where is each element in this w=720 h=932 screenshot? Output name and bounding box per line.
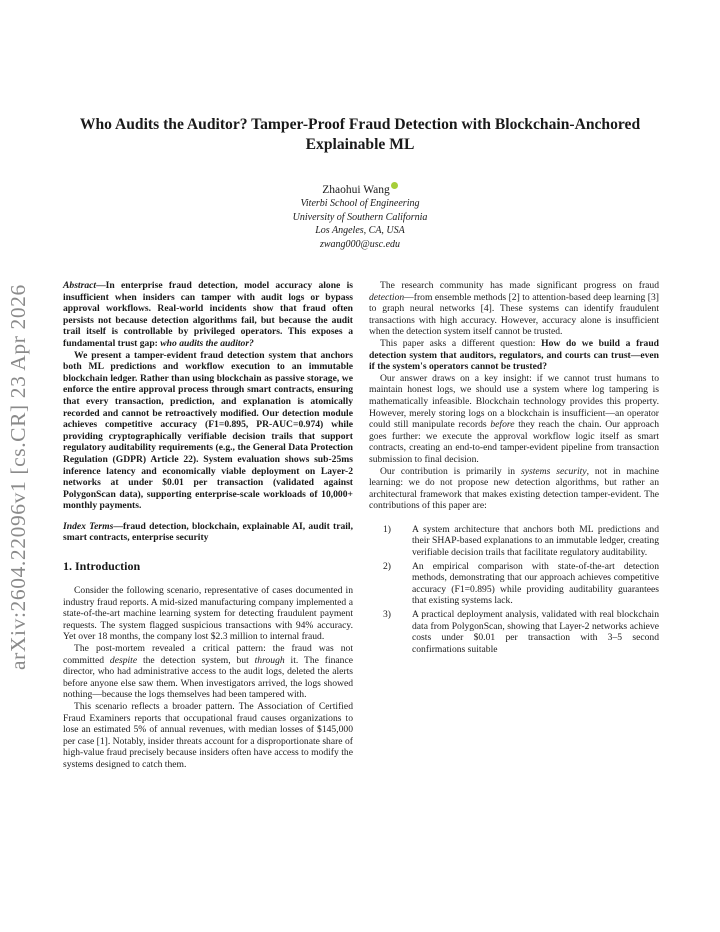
section-heading-introduction: 1. Introduction <box>63 559 141 574</box>
intro-paragraph-1: Consider the following scenario, representative of cases documented in industry fraud reports. A mid-sized manufacturing company implemented a state-of-the-art machine learning system for detecting fraudulent payment requests. The system flagged suspicious transactions with 94% accuracy. Yet over 18 months, the company lost $2.3 million to internal fraud. <box>63 585 353 643</box>
intro-paragraph-2: The post-mortem revealed a critical pattern: the fraud was not committed despite the detection system, but through it. The finance director, who had administrative access to the audit logs, deleted the alerts before anyone else saw them. When investigators arrived, the logs showed nothing—because the logs themselves had been tampered with. <box>63 643 353 701</box>
index-terms-label: Index Terms <box>63 520 114 532</box>
intro-paragraph-7: Our contribution is primarily in systems security, not in machine learning: we do not propose new detection algorithms, but rather an architectural framework that makes existing detection tamper-evident. The contributions of this paper are: <box>369 465 659 512</box>
left-column <box>63 280 353 771</box>
research-question: How do we build a fraud detection system that auditors, regulators, and courts can trust—even if the system's operators cannot be trusted? <box>369 337 660 373</box>
contributions-list <box>369 524 659 656</box>
author-affiliation-1: Viterbi School of Engineering <box>300 198 420 209</box>
abstract-paragraph-1: Abstract—In enterprise fraud detection, model accuracy alone is insufficient when insiders can tamper with audit logs or bypass approval workflows. Real-world incidents show that fraud often persists not because detection algorithms fail, but because the audit trail itself is controllable by privileged operators. This exposes a fundamental trust gap: who audits the auditor? <box>63 280 353 349</box>
intro-paragraph-3: This scenario reflects a broader pattern. The Association of Certified Fraud Examiners reports that occupational fraud causes organizations to lose an estimated 5% of annual revenues, with median losses of $145,000 per case [1]. Notably, insider threats account for a disproportionate share of high-value fraud precisely because insiders often have access to modify the systems designed to catch them. <box>63 701 353 770</box>
paper-title: Who Audits the Auditor? Tamper-Proof Fraud Detection with Blockchain-Anchored Explainable ML <box>79 116 641 153</box>
right-column <box>369 280 659 657</box>
list-item: 3) A practical deployment analysis, validated with real blockchain data from PolygonScan, showing that Layer-2 networks achieve costs under $0.01 per transaction with 3–5 second confirmations suitable <box>383 609 659 655</box>
abstract-label: Abstract <box>63 280 97 291</box>
author-email[interactable]: zwang000@usc.edu <box>319 238 401 250</box>
intro-paragraph-4: The research community has made significant progress on fraud detection—from ensemble methods [2] to attention-based deep learning [3] to graph neural networks [4]. These systems can identify fraudulent transactions with high accuracy. However, accuracy alone is insufficient when the detection system itself cannot be trusted. <box>369 280 659 338</box>
author-affiliation-2: University of Southern California <box>292 211 428 223</box>
author-name: Zhaohui Wang <box>322 184 390 196</box>
orcid-icon[interactable] <box>391 182 398 189</box>
arxiv-identifier: arXiv:2604.22096v1 [cs.CR] 23 Apr 2026 <box>6 284 30 670</box>
list-item: 2) An empirical comparison with state-of-the-art detection methods, demonstrating that our approach achieves competitive accuracy (F1=0.895) while providing auditability guarantees that existing systems lack. <box>383 560 659 607</box>
intro-paragraph-6: Our answer draws on a key insight: if we cannot trust humans to maintain honest logs, we should use a system where log tampering is mathematically infeasible. Blockchain technology provides this property. However, merely storing logs on a blockchain is insufficient—an operator could still manipulate records before they reach the chain. Our approach goes further: we execute the approval workflow logic itself as smart contracts, creating an end-to-end tamper-evident pipeline from transaction submission to final decision. <box>369 372 659 465</box>
list-item: 1) A system architecture that anchors both ML predictions and their SHAP-based explanations to an immutable ledger, creating verifiable decision trails that facilitate regulatory auditability. <box>383 523 659 559</box>
author-location: Los Angeles, CA, USA <box>315 225 405 236</box>
abstract-question: who audits the auditor? <box>160 337 254 349</box>
index-terms: Index Terms—fraud detection, blockchain, explainable AI, audit trail, smart contracts, enterprise security <box>63 520 353 544</box>
intro-paragraph-5: This paper asks a different question: How do we build a fraud detection system that auditors, regulators, and courts can trust—even if the system's operators cannot be trusted? <box>369 337 660 373</box>
author-block <box>160 182 560 251</box>
abstract-paragraph-2: We present a tamper-evident fraud detection system that anchors both ML predictions and workflow execution to an immutable blockchain ledger. Rather than using blockchain as passive storage, we enforce the entire approval process through smart contracts, ensuring that every transaction, prediction, and explanation is atomically recorded and cannot be retroactively modified. Our detection module achieves competitive accuracy (F1=0.895, PR-AUC=0.974) while providing cryptographically verifiable decision trails that support regulatory auditability requirements (e.g., the General Data Protection Regulation (GDPR) Article 22). System evaluation shows sub-25ms inference latency and economically viable deployment on Layer-2 networks at under $0.01 per transaction (validated against PolygonScan data), supporting enterprise-scale workloads of 10,000+ monthly payments. <box>63 349 353 512</box>
